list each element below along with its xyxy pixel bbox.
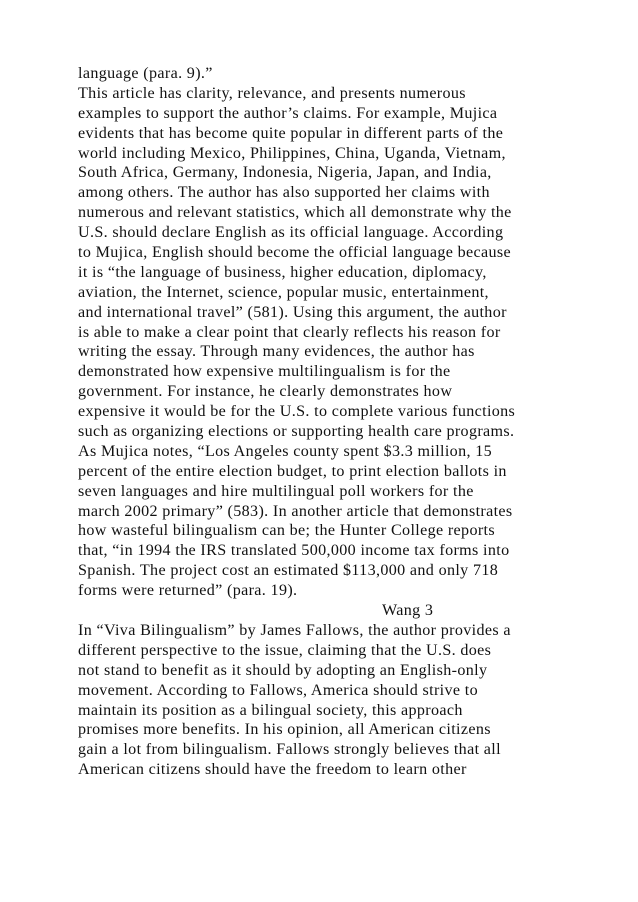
- text-line: to Mujica, English should become the official language because: [78, 244, 512, 262]
- text-line: language (para. 9).”: [78, 65, 213, 82]
- text-line: world including Mexico, Philippines, China, Uganda, Vietnam,: [78, 144, 506, 162]
- text-line: movement. According to Fallows, America should strive to: [78, 681, 478, 699]
- text-line: how wasteful bilingualism can be; the Hunter College reports: [78, 522, 495, 540]
- text-line: percent of the entire election budget, to print election ballots in: [78, 462, 507, 480]
- text-line: and international travel” (581). Using this argument, the author: [78, 303, 507, 321]
- text-line: American citizens should have the freedom to learn other: [78, 761, 467, 779]
- text-line: such as organizing elections or supporting health care programs.: [78, 423, 515, 441]
- text-line: aviation, the Internet, science, popular music, entertainment,: [78, 283, 489, 301]
- text-line: In “Viva Bilingualism” by James Fallows, the author provides a: [78, 621, 511, 639]
- text-line: This article has clarity, relevance, and presents numerous: [78, 84, 466, 102]
- text-line: among others. The author has also supported her claims with: [78, 184, 490, 202]
- text-line: government. For instance, he clearly demonstrates how: [78, 383, 453, 401]
- text-line: South Africa, Germany, Indonesia, Nigeria, Japan, and India,: [78, 164, 492, 182]
- text-line: demonstrated how expensive multilingualism is for the: [78, 363, 451, 381]
- text-line: expensive it would be for the U.S. to complete various functions: [78, 403, 516, 421]
- text-line: numerous and relevant statistics, which all demonstrate why the: [78, 204, 512, 222]
- text-line: different perspective to the issue, claiming that the U.S. does: [78, 641, 492, 659]
- text-line: not stand to benefit as it should by adopting an English-only: [78, 661, 488, 679]
- text-line: gain a lot from bilingualism. Fallows strongly believes that all: [78, 741, 501, 759]
- text-line: march 2002 primary” (583). In another article that demonstrates: [78, 502, 513, 520]
- text-line: forms were returned” (para. 19).: [78, 582, 298, 600]
- page-header: Wang 3: [382, 602, 434, 620]
- text-line: U.S. should declare English as its official language. According: [78, 224, 504, 242]
- text-line: examples to support the author’s claims. For example, Mujica: [78, 104, 498, 122]
- text-line: is able to make a clear point that clearly reflects his reason for: [78, 323, 501, 341]
- text-line: evidents that has become quite popular in different parts of the: [78, 124, 504, 142]
- text-line: it is “the language of business, higher education, diplomacy,: [78, 263, 487, 281]
- text-line: maintain its position as a bilingual society, this approach: [78, 701, 463, 719]
- text-line: Spanish. The project cost an estimated $113,000 and only 718: [78, 562, 499, 580]
- text-line: that, “in 1994 the IRS translated 500,000 income tax forms into: [78, 542, 510, 560]
- text-line: writing the essay. Through many evidences, the author has: [78, 343, 475, 361]
- document-body: [78, 64, 558, 780]
- text-line: As Mujica notes, “Los Angeles county spent $3.3 million, 15: [78, 442, 493, 460]
- text-line: promises more benefits. In his opinion, all American citizens: [78, 721, 491, 739]
- text-line: seven languages and hire multilingual poll workers for the: [78, 482, 474, 500]
